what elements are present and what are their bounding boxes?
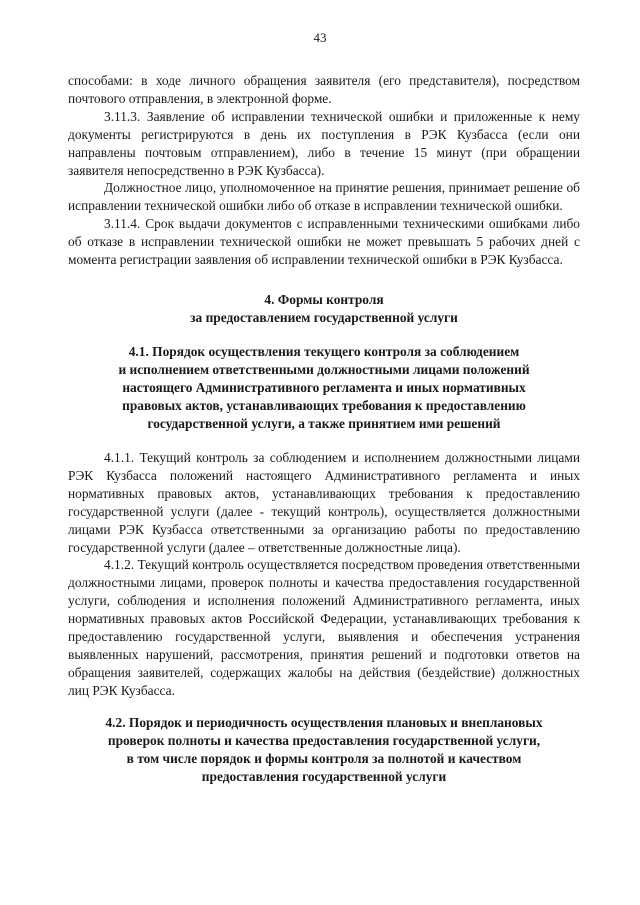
section-4-2-title-line: проверок полноты и качества предоставления государственной услуги, — [107, 732, 541, 748]
section-4-2-title-line: в том числе порядок и формы контроля за полнотой и качеством — [126, 750, 522, 766]
paragraph-3-11-4: 3.11.4. Срок выдачи документов с исправленными техническими ошибками либо об отказе в исправлении технической ошибки не может превышать 5 рабочих дней с момента регистрации заявления об исправлении технической ошибки в РЭК Кузбасса. — [68, 216, 580, 268]
section-4-title-line: за предоставлением государственной услуги — [190, 309, 458, 325]
section-4-title-line: 4. Формы контроля — [264, 291, 384, 307]
page-number: 43 — [313, 30, 327, 45]
paragraph-4-1-2: 4.1.2. Текущий контроль осуществляется посредством проведения ответственными должностными лицами, проверок полноты и качества предоставления государственной услуги, соблюдения и исполнения положений Административного регламента, иных нормативных правовых актов Российской Федерации, устанавливающих требования к предоставлению государственной услуги, выявления и обеспечения устранения выявленных нарушений, рассмотрения, принятия решений и подготовки ответов на обращения заявителей, содержащих жалобы на действия (бездействие) должностных лиц РЭК Кузбасса. — [68, 557, 580, 698]
paragraph-4-1-1: 4.1.1. Текущий контроль за соблюдением и исполнением должностными лицами РЭК Кузбасса положений настоящего Административного регламента и иных нормативных правовых актов, устанавливающих требования к предоставлению государственной услуги (далее - текущий контроль), осуществляется должностными лицами РЭК Кузбасса ответственными за организацию работы по предоставлению государственной услуги (далее – ответственные должностные лица). — [68, 449, 580, 555]
section-4-heading — [68, 291, 580, 327]
section-4-1-title-line: 4.1. Порядок осуществления текущего контроля за соблюдением — [128, 343, 520, 359]
section-4-1-title-line: настоящего Административного регламента и иных нормативных — [122, 379, 526, 395]
section-4-2-title-line: 4.2. Порядок и периодичность осуществления плановых и внеплановых — [105, 714, 543, 730]
paragraph-continuation: способами: в ходе личного обращения заявителя (его представителя), посредством почтового отправления, в электронной форме. — [68, 73, 580, 106]
section-4-1-heading — [68, 343, 580, 433]
paragraph-3-11-3: 3.11.3. Заявление об исправлении технической ошибки и приложенные к нему документы регистрируются в день их поступления в РЭК Кузбасса (если они направлены почтовым отправлением), либо в течение 15 минут (при обращении заявителя непосредственно в РЭК Кузбасса). — [68, 108, 580, 178]
paragraph-official-decision: Должностное лицо, уполномоченное на принятие решения, принимает решение об исправлении технической ошибки либо об отказе в исправлении технической ошибки. — [68, 180, 580, 214]
section-4-1-title-line: правовых актов, устанавливающих требования к предоставлению — [122, 397, 526, 413]
section-4-1-title-line: государственной услуги, а также принятием ими решений — [147, 415, 501, 431]
page-content — [68, 72, 580, 786]
section-4-2-heading — [64, 714, 584, 786]
section-4-1-title-line: и исполнением ответственными должностными лицами положений — [118, 361, 530, 377]
section-4-2-title-line: предоставления государственной услуги — [201, 768, 447, 784]
